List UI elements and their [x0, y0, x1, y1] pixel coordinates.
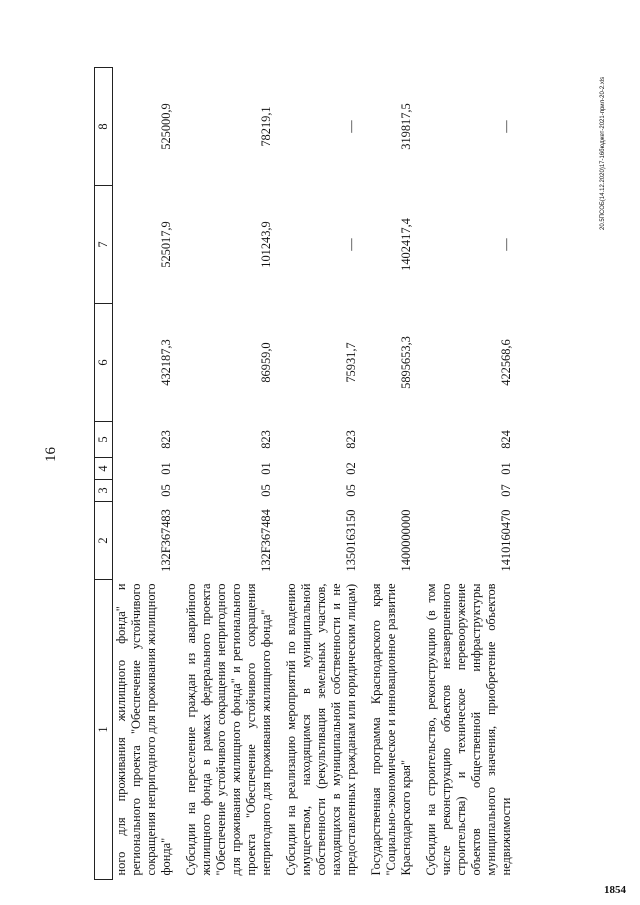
table-row: [363, 68, 418, 880]
table-row: [418, 68, 518, 880]
row-name: Субсидии на реализацию мероприятий по владению имуществом, находящимся в муниципальной собственности (рекультивация земельных участков, находящихся в муниципальной собственности и не предоставленных гражданам или юридическим лицам): [284, 583, 358, 876]
header-col-1: 1: [95, 580, 113, 880]
header-col-8: 8: [95, 68, 113, 186]
row-value-2: 101243,9: [259, 221, 273, 268]
row-subsection: 01: [159, 462, 173, 475]
row-subsection: [363, 458, 418, 480]
side-page-number: 1854: [604, 884, 626, 896]
row-subsection: 01: [259, 462, 273, 475]
page-number: 16: [43, 447, 59, 462]
header-col-6: 6: [95, 304, 113, 422]
row-name: ного для проживания жилищного фонда" и регионального проекта "Обеспечение устойчивого сокращения непригодного для проживания жилищного фонда": [114, 583, 173, 876]
row-expense-type: 823: [159, 430, 173, 449]
row-name: Государственная программа Краснодарского края "Социально-экономическое и инновационное развитие Краснодарского края": [369, 583, 413, 876]
budget-table: [94, 67, 518, 880]
row-value-2: 1402417,4: [399, 218, 413, 271]
row-subsection: 01: [499, 462, 513, 475]
row-value-1: 75931,7: [344, 342, 358, 383]
header-col-4: 4: [95, 458, 113, 480]
row-value-1: 432187,3: [159, 339, 173, 386]
header-col-2: 2: [95, 502, 113, 580]
row-value-3: 78219,1: [259, 106, 273, 147]
row-value-1: 5895653,3: [399, 336, 413, 389]
row-expense-type: [363, 422, 418, 458]
row-name: Субсидии на строительство, реконструкцию (в том числе реконструкцию объектов незавершенного строительства) и техническое перевооружение объектов общественной инфраструктуры муниципального значения, приобретение объектов недвижимости: [424, 583, 513, 876]
table-row: [178, 68, 278, 880]
row-code: 1350163150: [344, 509, 358, 572]
row-section: [363, 480, 418, 502]
row-section: 05: [159, 484, 173, 497]
header-col-5: 5: [95, 422, 113, 458]
row-value-3: 319817,5: [399, 103, 413, 150]
table-row: [278, 68, 363, 880]
header-col-7: 7: [95, 186, 113, 304]
row-value-3: —: [499, 120, 513, 133]
footer-file-ref: 20.5ПСОБ(14.12.2020)17-16бюджет-2021-прил-20-2.xls: [600, 76, 606, 230]
row-subsection: 02: [344, 462, 358, 475]
row-value-2: —: [499, 238, 513, 251]
row-name: Субсидии на переселение граждан из аварийного жилищного фонда в рамках федерального проекта "Обеспечение устойчивого сокращения непригодного для проживания жилищного фонда" и регионального проекта "Обеспечение устойчивого сокращения непригодного для проживания жилищного фонда": [184, 583, 273, 876]
table-row: [113, 68, 179, 880]
budget-table-rotated: [94, 68, 594, 880]
row-value-3: 525000,9: [159, 103, 173, 150]
row-value-2: —: [344, 238, 358, 251]
row-code: 132F367483: [159, 509, 173, 572]
row-section: 05: [259, 484, 273, 497]
row-value-1: 86959,0: [259, 342, 273, 383]
row-section: 05: [344, 484, 358, 497]
header-col-3: 3: [95, 480, 113, 502]
row-value-2: 525017,9: [159, 221, 173, 268]
row-expense-type: 824: [499, 430, 513, 449]
row-value-1: 422568,6: [499, 339, 513, 386]
row-code: 132F367484: [259, 509, 273, 572]
row-code: 1410160470: [499, 509, 513, 572]
row-expense-type: 823: [344, 430, 358, 449]
header-row: [95, 68, 113, 880]
row-expense-type: 823: [259, 430, 273, 449]
row-code: 1400000000: [399, 509, 413, 572]
row-value-3: —: [344, 120, 358, 133]
row-section: 07: [499, 484, 513, 497]
